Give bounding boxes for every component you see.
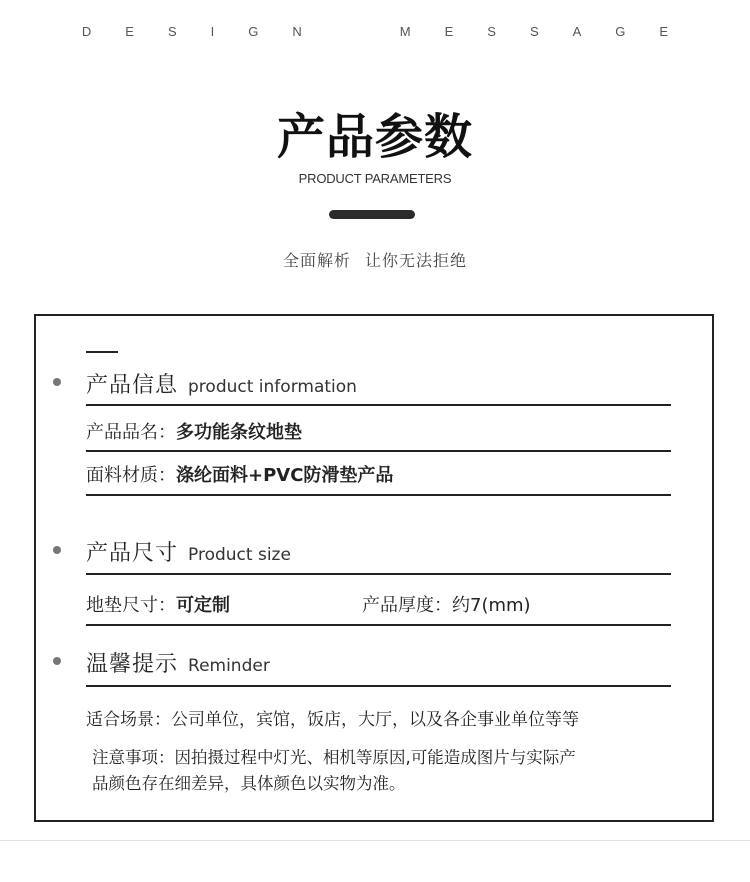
- card-top-dash: [86, 351, 118, 353]
- design-word-letter: N: [292, 24, 302, 39]
- section-product-size-heading: [86, 536, 291, 567]
- message-word-letter: S: [529, 24, 539, 39]
- design-word-letter: I: [210, 24, 215, 39]
- bullet-icon: [53, 546, 61, 554]
- section-title-zh: 温馨提示: [86, 652, 179, 677]
- product-name-label: 产品品名：: [86, 422, 176, 443]
- bullet-icon: [53, 378, 61, 386]
- divider: [86, 494, 671, 496]
- divider: [86, 404, 671, 406]
- section-title-en: Product size: [188, 545, 291, 565]
- design-word-letter: D: [81, 24, 92, 39]
- thickness-value: 约7(mm): [452, 595, 531, 616]
- mat-size-row: [86, 591, 230, 617]
- mat-size-value: 可定制: [176, 595, 230, 616]
- section-title-en: product information: [188, 377, 357, 397]
- design-word-letter: S: [167, 24, 177, 39]
- divider: [86, 685, 671, 687]
- tagline-part-1: 全面解析: [282, 251, 351, 270]
- message-word-letter: S: [487, 24, 496, 39]
- section-title-zh: 产品信息: [86, 373, 179, 398]
- design-word: [82, 24, 302, 39]
- divider: [86, 624, 671, 626]
- message-word: [400, 24, 668, 39]
- section-product-info-heading: [86, 368, 357, 399]
- notice-line-2: 品颜色存在细差异，具体颜色以实物为准。: [92, 774, 406, 793]
- divider: [86, 573, 671, 575]
- page-subtitle: PRODUCT PARAMETERS: [298, 171, 452, 186]
- section-reminder-heading: [86, 647, 270, 678]
- material-value: 涤纶面料+PVC防滑垫产品: [176, 465, 394, 486]
- product-name-value: 多功能条纹地垫: [176, 422, 302, 443]
- design-word-letter: G: [248, 24, 259, 39]
- page-title: 产品参数: [276, 109, 473, 165]
- bullet-icon: [53, 657, 61, 665]
- section-title-zh: 产品尺寸: [86, 541, 179, 566]
- message-word-letter: E: [444, 24, 454, 39]
- message-word-letter: E: [659, 24, 669, 39]
- thickness-row: [362, 591, 531, 617]
- mat-size-label: 地垫尺寸：: [86, 595, 176, 616]
- design-word-letter: E: [125, 24, 134, 39]
- thickness-label: 产品厚度：: [362, 595, 452, 616]
- section-title-en: Reminder: [188, 656, 270, 676]
- notice-text: [92, 745, 692, 797]
- message-word-letter: A: [572, 24, 582, 39]
- divider: [86, 450, 671, 452]
- message-word-letter: G: [615, 24, 626, 39]
- notice-line-1: 注意事项：因拍摄过程中灯光、相机等原因,可能造成图片与实际产: [92, 748, 576, 767]
- tagline: [0, 248, 750, 271]
- design-message-heading: [0, 24, 750, 39]
- tagline-part-2: 让你无法拒绝: [365, 251, 468, 270]
- material-row: [86, 461, 393, 487]
- product-name-row: [86, 418, 302, 444]
- footer-divider: [0, 840, 750, 841]
- scenes-row: 适合场景：公司单位，宾馆，饭店，大厅，以及各企事业单位等等: [86, 710, 579, 730]
- title-divider: [329, 210, 415, 219]
- message-word-letter: M: [399, 24, 411, 39]
- material-label: 面料材质：: [86, 465, 176, 486]
